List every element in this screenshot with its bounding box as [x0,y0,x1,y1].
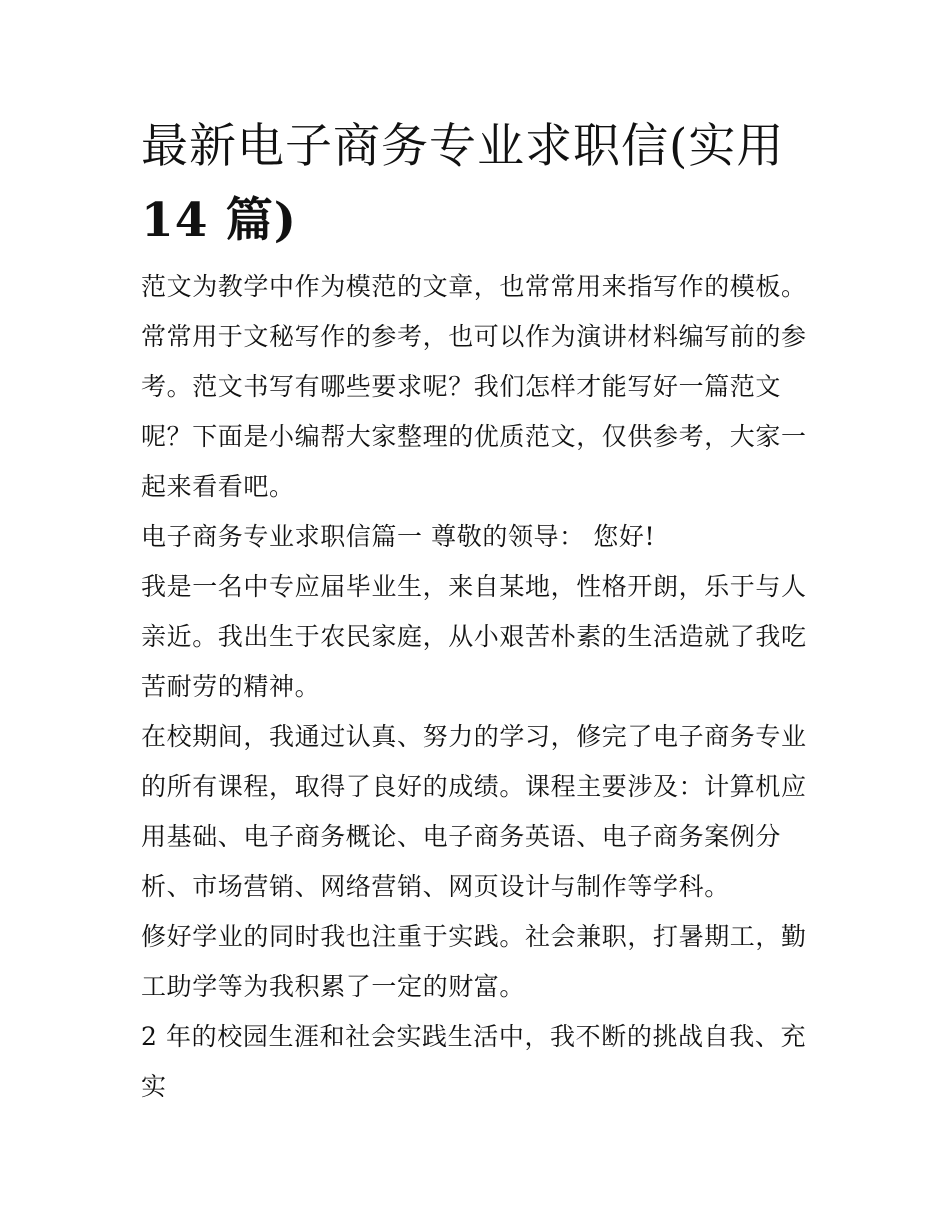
title-line-2: 14 篇) [141,193,298,248]
paragraph-introduction: 我是一名中专应届毕业生，来自某地，性格开朗，乐于与人亲近。我出生于农民家庭，从小艰苦朴素的生活造就了我吃苦耐劳的精神。 [141,572,807,701]
intro-paragraph: 范文为教学中作为模范的文章，也常常用来指写作的模板。常常用于文秘写作的参考，也可以作为演讲材料编写前的参考。范文书写有哪些要求呢？我们怎样才能写好一篇范文呢？下面是小编帮大家整理的优质范文，仅供参考，大家一起来看看吧。 [141,272,807,501]
title-line-1: 最新电子商务专业求职信(实用 [141,119,785,174]
document-body [141,110,811,1112]
letter-heading: 电子商务专业求职信篇一 尊敬的领导： 您好! [141,522,656,551]
paragraph-studies: 在校期间，我通过认真、努力的学习，修完了电子商务专业的所有课程，取得了良好的成绩。课程主要涉及：计算机应用基础、电子商务概论、电子商务英语、电子商务案例分析、市场营销、网络营销、网页设计与制作等学科。 [141,722,807,901]
paragraph-practice: 修好学业的同时我也注重于实践。社会兼职，打暑期工，勤工助学等为我积累了一定的财富。 [141,922,807,1001]
paragraph-campus-life: 2 年的校园生涯和社会实践生活中，我不断的挑战自我、充实 [141,1022,807,1101]
document-title [141,110,811,258]
